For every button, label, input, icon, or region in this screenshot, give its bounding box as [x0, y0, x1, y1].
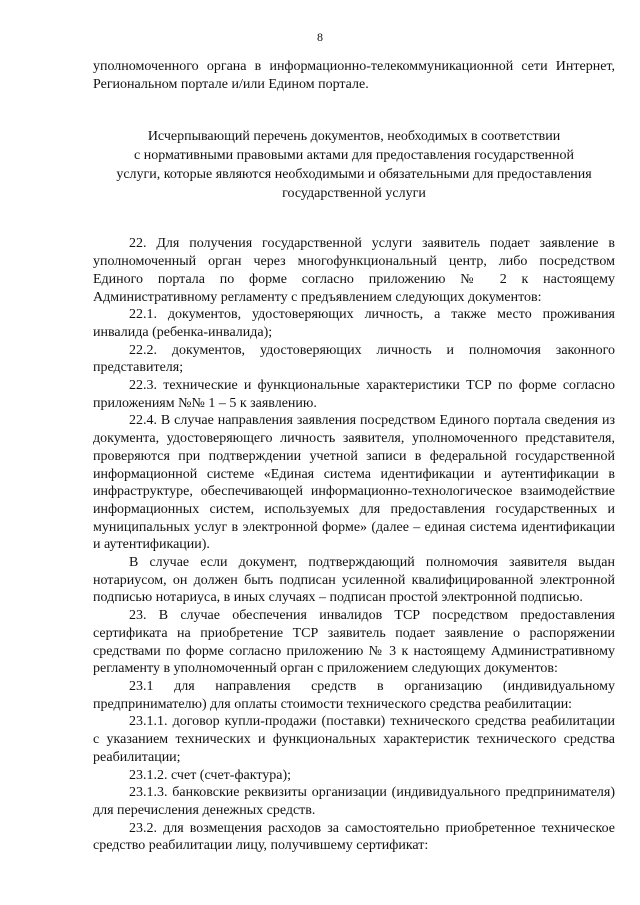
heading-line: государственной услуги — [282, 186, 426, 202]
heading-line: с нормативными правовыми актами для предоставления государственной — [134, 148, 574, 164]
paragraph-22: 22. Для получения государственной услуги заявитель подает заявление в уполномоченный орган через многофункциональный центр, либо посредством Единого портала по форме согласно приложению № 2 к настоящему Административному регламенту с предъявлением следующих документов: — [93, 236, 615, 305]
page-number: 8 — [317, 30, 323, 44]
paragraph-23-1-2: 23.1.2. счет (счет-фактура); — [129, 767, 292, 783]
paragraph-23-1: 23.1 для направления средств в организацию (индивидуальному предпринимателю) для оплаты стоимости технического средства реабилитации: — [93, 678, 615, 712]
paragraph-22-1: 22.1. документов, удостоверяющих личность, а также место проживания инвалида (ребенка-инвалида); — [93, 307, 615, 340]
paragraph-notary: В случае если документ, подтверждающий полномочия заявителя выдан нотариусом, он должен быть подписан усиленной квалифицированной электронной подписью нотариуса, в иных случаях – подписан простой электронной подписью. — [93, 555, 615, 606]
paragraph-22-2: 22.2. документов, удостоверяющих личность и полномочия законного представителя; — [93, 342, 615, 376]
paragraph-23-2: 23.2. для возмещения расходов за самостоятельно приобретенное техническое средство реабилитации лицу, получившему сертификат: — [93, 820, 615, 854]
intro-paragraph: уполномоченного органа в информационно-телекоммуникационной сети Интернет, Региональном портале и/или Едином портале. — [93, 59, 615, 92]
paragraph-22-4: 22.4. В случае направления заявления посредством Единого портала сведения из документа, удостоверяющего личность заявителя, уполномоченного представителя, проверяются при подтверждении учетной записи в федеральной государственной информационной системе «Единая система идентификации и аутентификации в инфраструктуре, обеспечивающей информационно-технологическое взаимодействие информационных систем, используемых для предоставления государственных и муниципальных услуг в электронной форме» (далее – единая система идентификации и аутентификации). — [93, 413, 615, 553]
section-heading — [93, 127, 615, 203]
paragraph-22-3: 22.3. технические и функциональные характеристики ТСР по форме согласно приложениям №№ 1 – 5 к заявлению. — [93, 378, 615, 411]
paragraph-23-1-1: 23.1.1. договор купли-продажи (поставки) технического средства реабилитации с указанием технических и функциональных характеристик технического средства реабилитации; — [93, 714, 615, 765]
paragraph-23: 23. В случае обеспечения инвалидов ТСР посредством предоставления сертификата на приобретение ТСР заявитель подает заявление о распоряжении средствами по форме согласно приложению № 3 к настоящему Административному регламенту в уполномоченный орган с приложением следующих документов: — [93, 608, 615, 677]
document-body — [93, 58, 615, 855]
heading-line: Исчерпывающий перечень документов, необходимых в соответствии — [147, 129, 561, 145]
paragraph-23-1-3: 23.1.3. банковские реквизиты организации (индивидуального предпринимателя) для перечисления денежных средств. — [93, 785, 615, 818]
heading-line: услуги, которые являются необходимыми и обязательными для предоставления — [116, 167, 592, 183]
